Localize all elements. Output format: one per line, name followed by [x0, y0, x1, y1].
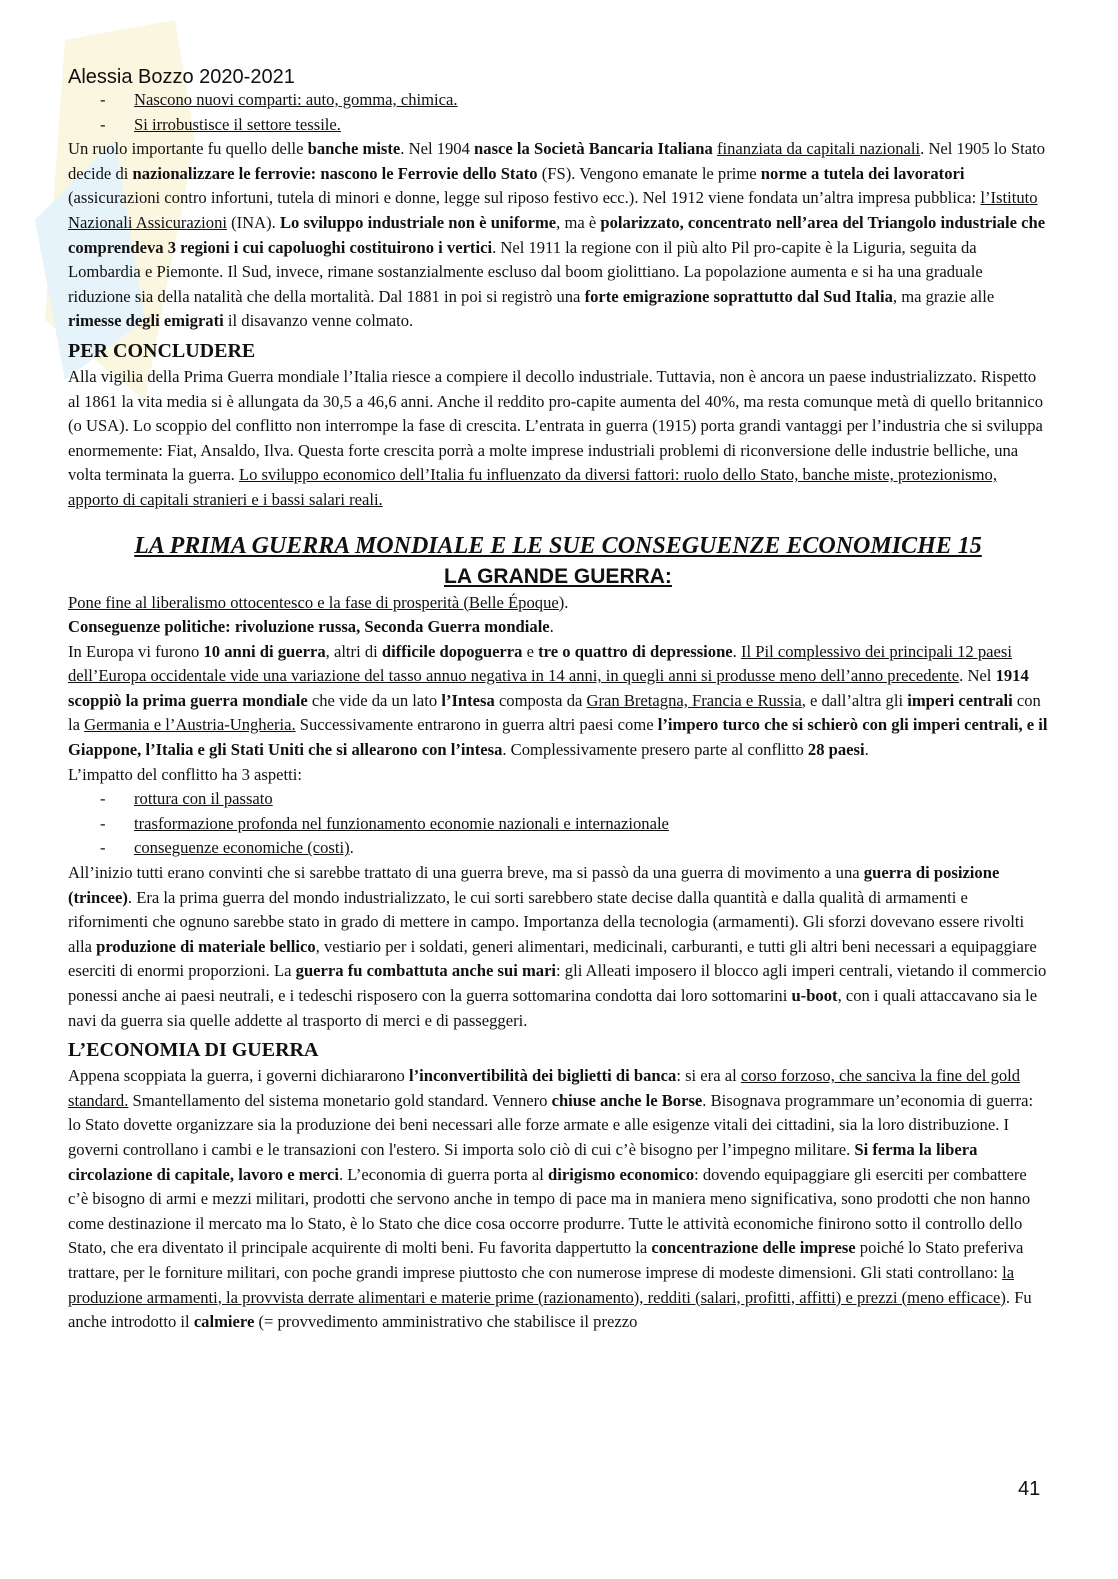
list-item: - conseguenze economiche (costi).	[68, 836, 1048, 861]
chapter-subtitle: LA GRANDE GUERRA:	[444, 564, 672, 588]
impact-bullet-list	[68, 787, 1048, 861]
list-item: - trasformazione profonda nel funzionamento economie nazionali e internazionale	[68, 812, 1048, 837]
section-heading-conclude: PER CONCLUDERE	[68, 339, 256, 362]
list-item: - rottura con il passato	[68, 787, 1048, 812]
impact-intro: L’impatto del conflitto ha 3 aspetti:	[68, 764, 302, 784]
line-political-consequences: Conseguenze politiche: rivoluzione russa, Seconda Guerra mondiale.	[68, 617, 554, 637]
list-item: - Si irrobustisce il settore tessile.	[68, 113, 1048, 138]
paragraph-conclude: Alla vigilia della Prima Guerra mondiale l’Italia riesce a compiere il decollo industriale. Tuttavia, non è ancora un paese industrializzato. Rispetto al 1861 la vita media si è allungata da 30,5 a 46,6 anni. Anche il reddito pro-capite aumenta del 40%, ma resta comunque metà di quello britannico (o USA). Lo scoppio del conflitto non interrompe la fase di crescita. L’entrata in guerra (1915) porta grandi vantaggi per l’industria che si sviluppa enormemente: Fiat, Ansaldo, Ilva. Questa forte crescita porrà a molte imprese industriali problemi di riconversione delle industrie belliche, una volta terminata la guerra. Lo sviluppo economico dell’Italia fu influenzato da diversi fattori: ruolo dello Stato, banche miste, protezionismo, apporto di capitali stranieri e i bassi salari reali.	[68, 366, 1044, 509]
paragraph-war: All’inizio tutti erano convinti che si sarebbe trattato di una guerra breve, ma si passò da una guerra di movimento a una guerra di posizione (trincee). Era la prima guerra del mondo industrializzato, le cui sorti sarebbero state decise dalla quantità e dalla qualità di armamenti e rifornimenti che ognuno sarebbe stato in grado di mettere in campo. Importanza della tecnologia (armamenti). Gli sforzi dovevano essere rivolti alla produzione di materiale bellico, vestiario per i soldati, generi alimentari, medicinali, carburanti, e tutti gli altri beni necessari a equipaggiare eserciti di enormi proporzioni. La guerra fu combattuta anche sui mari: gli Alleati imposero il blocco agli imperi centrali, vietando il commercio ponessi anche ai paesi neutrali, e i tedeschi risposero con la guerra sottomarina condotta dai loro sottomarini u-boot, con i quali attaccavano sia le navi da guerra sia quelle addette al trasporto di merci e di passeggeri.	[68, 863, 1047, 1030]
paragraph-europe: In Europa vi furono 10 anni di guerra, altri di difficile dopoguerra e tre o quattro di depressione. Il Pil complessivo dei principali 12 paesi dell’Europa occidentale vide una variazione del tasso annuo negativa in 14 anni, in quegli anni si produsse meno dell’anno precedente. Nel 1914 scoppiò la prima guerra mondiale che vide da un lato l’Intesa composta da Gran Bretagna, Francia e Russia, e dall’altra gli imperi centrali con la Germania e l’Austria-Ungheria. Successivamente entrarono in guerra altri paesi come l’impero turco che si schierò con gli imperi centrali, e il Giappone, l’Italia e gli Stati Uniti che si allearono con l’intesa. Complessivamente presero parte al conflitto 28 paesi.	[68, 641, 1048, 760]
top-bullet-list	[68, 88, 1048, 137]
page-number: 41	[1018, 1478, 1041, 1500]
section-heading-economy: L’ECONOMIA DI GUERRA	[68, 1039, 319, 1062]
paragraph-economy: Appena scoppiata la guerra, i governi dichiararono l’inconvertibilità dei biglietti di banca: si era al corso forzoso, che sanciva la fine del gold standard. Smantellamento del sistema monetario gold standard. Vennero chiuse anche le Borse. Bisognava programmare un’economia di guerra: lo Stato dovette organizzare sia la produzione dei beni necessari alle forze armate e alle esigenze vitali dei cittadini, sia la loro distribuzione. I governi controllano i cambi e le transazioni con l'estero. Si importa solo ciò di cui c’è bisogno per l’impegno militare. Si ferma la libera circolazione di capitale, lavoro e merci. L’economia di guerra porta al dirigismo economico: dovendo equipaggiare gli eserciti per combattere c’è bisogno di armi e mezzi militari, prodotti che servono anche in tempo di pace ma in maniera meno significativa, sono prodotti che non hanno come destinazione il mercato ma lo Stato, è lo Stato che dice cosa occorre produrre. Tutte le attività economiche finirono sotto il controllo dello Stato, che era diventato il principale acquirente di molti beni. Fu favorita dappertutto la concentrazione delle imprese poiché lo Stato preferiva trattare, per le forniture militari, con poche grandi imprese piuttosto che con numerose imprese di modeste dimensioni. Gli stati controllano: la produzione armamenti, la provvista derrate alimentari e materie prime (razionamento), redditi (salari, profitti, affitti) e prezzi (meno efficace). Fu anche introdotto il calmiere (= provvedimento amministrativo che stabilisce il prezzo	[68, 1066, 1034, 1332]
line-belle-epoque: Pone fine al liberalismo ottocentesco e la fase di prosperità (Belle Époque).	[68, 592, 569, 612]
chapter-title: LA PRIMA GUERRA MONDIALE E LE SUE CONSEGUENZE ECONOMICHE 15	[134, 532, 982, 559]
document-body	[68, 88, 1048, 1335]
paragraph-banks: Un ruolo importante fu quello delle banche miste. Nel 1904 nasce la Società Bancaria Italiana finanziata da capitali nazionali. Nel 1905 lo Stato decide di nazionalizzare le ferrovie: nascono le Ferrovie dello Stato (FS). Vengono emanate le prime norme a tutela dei lavoratori (assicurazioni contro infortuni, tutela di minori e donne, legge sul riposo festivo ecc.). Nel 1912 viene fondata un’altra impresa pubblica: l’Istituto Nazionali Assicurazioni (INA). Lo sviluppo industriale non è uniforme, ma è polarizzato, concentrato nell’area del Triangolo industriale che comprendeva 3 regioni i cui capoluoghi costituirono i vertici. Nel 1911 la regione con il più alto Pil pro-capite è la Liguria, seguita da Lombardia e Piemonte. Il Sud, invece, rimane sostanzialmente escluso dal boom giolittiano. La popolazione aumenta e si ha una graduale riduzione sia della natalità che della mortalità. Dal 1881 in poi si registrò una forte emigrazione soprattutto dal Sud Italia, ma grazie alle rimesse degli emigrati il disavanzo venne colmato.	[68, 139, 1046, 331]
list-item: - Nascono nuovi comparti: auto, gomma, chimica.	[68, 88, 1048, 113]
document-header: Alessia Bozzo 2020-2021	[68, 66, 295, 88]
